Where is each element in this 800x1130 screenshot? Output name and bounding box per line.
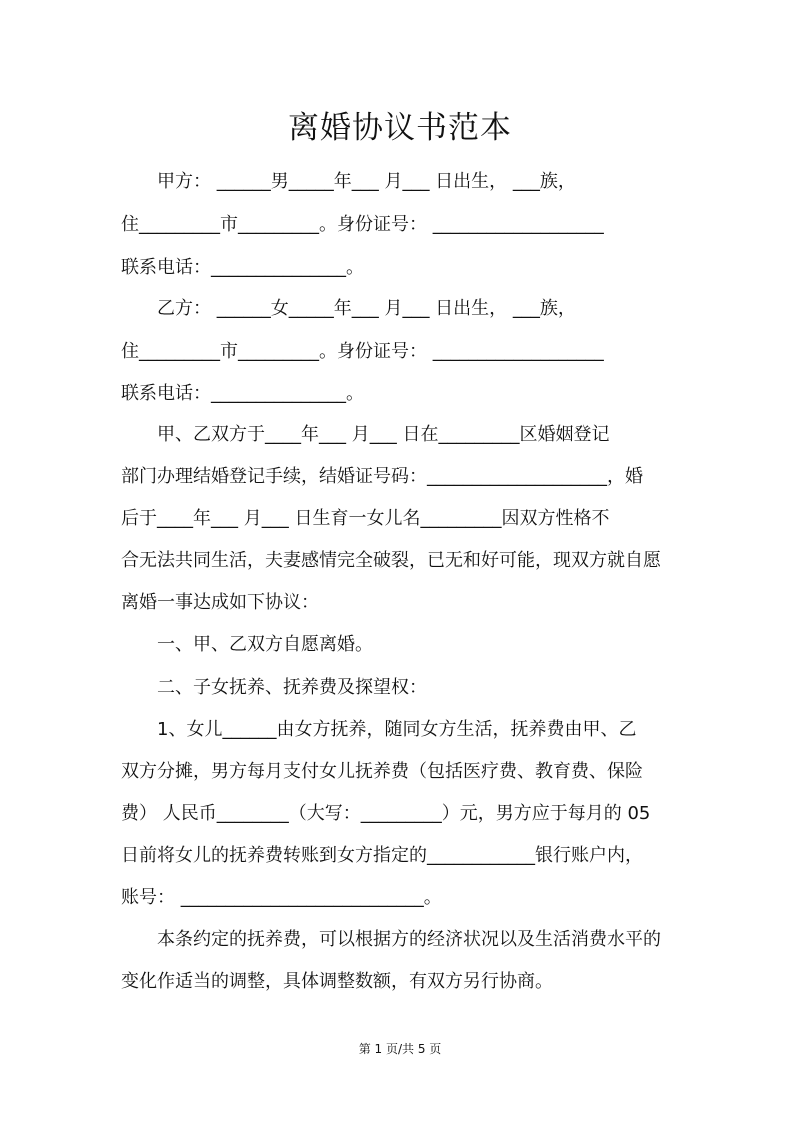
child-support-line-3: 费） 人民币________（大写：_________）元，男方应于每月的 05 [121, 803, 651, 824]
child-support-line-4: 日前将女儿的抚养费转账到女方指定的____________银行账户内， [121, 845, 643, 866]
marriage-paragraph-line-4: 合无法共同生活，夫妻感情完全破裂，已无和好可能，现双方就自愿 [121, 550, 661, 571]
party-a-address-line: 住_________市_________。身份证号： ___________________ [121, 214, 604, 235]
party-b-birth-line: 乙方： ______女_____年___ 月___ 日出生， ___族， [157, 298, 576, 319]
marriage-paragraph-line-1: 甲、乙双方于____年___ 月___ 日在_________区婚姻登记 [157, 424, 610, 445]
marriage-paragraph-line-2: 部门办理结婚登记手续，结婚证号码：____________________，婚 [121, 466, 643, 487]
clause-1: 一、甲、乙双方自愿离婚。 [157, 634, 373, 655]
marriage-paragraph-line-3: 后于____年___ 月___ 日生育一女儿名_________因双方性格不 [121, 508, 610, 529]
child-support-line-1: 1、女儿______由女方抚养，随同女方生活，抚养费由甲、乙 [157, 719, 637, 740]
marriage-paragraph-line-5: 离婚一事达成如下协议： [121, 592, 319, 613]
party-b-address-line: 住_________市_________。身份证号： ___________________ [121, 341, 604, 362]
party-a-phone-line: 联系电话：_______________。 [121, 257, 364, 278]
party-a-birth-line: 甲方： ______男_____年___ 月___ 日出生， ___族， [157, 171, 576, 192]
adjustment-line-2: 变化作适当的调整，具体调整数额，有双方另行协商。 [121, 971, 553, 992]
child-support-line-2: 双方分摊，男方每月支付女儿抚养费（包括医疗费、教育费、保险 [121, 761, 643, 782]
adjustment-line-1: 本条约定的抚养费，可以根据方的经济状况以及生活消费水平的 [157, 929, 661, 950]
party-b-phone-line: 联系电话：_______________。 [121, 383, 364, 404]
child-support-line-5: 账号： ___________________________。 [121, 887, 442, 908]
document-title: 离婚协议书范本 [288, 110, 512, 146]
page-number-footer: 第 1 页/共 5 页 [358, 1042, 442, 1056]
clause-2-heading: 二、子女抚养、抚养费及探望权： [157, 677, 427, 698]
